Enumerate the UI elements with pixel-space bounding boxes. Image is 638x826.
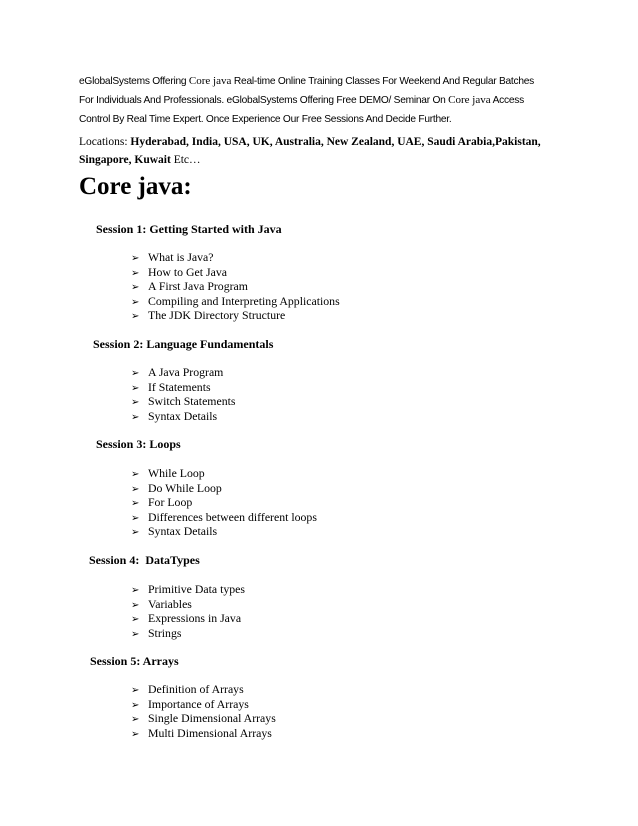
arrow-bullet-icon: ➢ — [131, 527, 140, 538]
list-item: ➢ Multi Dimensional Arrays — [131, 726, 276, 741]
locations-label: Locations: — [79, 136, 131, 148]
intro-line-1: eGlobalSystems Offering Core java Real-time Online Training Classes For Weekend And Regular Batches — [79, 75, 535, 87]
list-item: ➢ What is Java? — [131, 250, 340, 265]
list-item: ➢ Primitive Data types — [131, 582, 245, 597]
list-item: ➢ Do While Loop — [131, 481, 317, 496]
list-item: ➢ A First Java Program — [131, 279, 340, 294]
list-item: ➢ Syntax Details — [131, 524, 317, 539]
session-2-title: Session 2: Language Fundamentals — [93, 337, 274, 351]
arrow-bullet-icon: ➢ — [131, 397, 140, 408]
list-item: ➢ Switch Statements — [131, 394, 236, 409]
arrow-bullet-icon: ➢ — [131, 469, 140, 480]
arrow-bullet-icon: ➢ — [131, 512, 140, 524]
arrow-bullet-icon: ➢ — [131, 253, 140, 264]
arrow-bullet-icon: ➢ — [131, 483, 140, 495]
intro-line-2: For Individuals And Professionals. eGlobalSystems Offering Free DEMO/ Seminar On Core java Access — [79, 94, 524, 106]
arrow-bullet-icon: ➢ — [131, 714, 140, 725]
arrow-bullet-icon: ➢ — [131, 267, 140, 279]
arrow-bullet-icon: ➢ — [131, 311, 140, 322]
arrow-bullet-icon: ➢ — [131, 628, 140, 640]
list-item: ➢ Differences between different loops — [131, 510, 317, 525]
arrow-bullet-icon: ➢ — [131, 585, 140, 596]
list-item: ➢ How to Get Java — [131, 265, 340, 280]
session-3-title: Session 3: Loops — [96, 437, 181, 451]
arrow-bullet-icon: ➢ — [131, 296, 140, 308]
list-item: ➢ A Java Program — [131, 365, 236, 380]
session-1-title: Session 1: Getting Started with Java — [96, 222, 282, 236]
list-item: ➢ Single Dimensional Arrays — [131, 711, 276, 726]
arrow-bullet-icon: ➢ — [131, 282, 140, 293]
arrow-bullet-icon: ➢ — [131, 498, 140, 509]
list-item: ➢ Strings — [131, 626, 245, 641]
arrow-bullet-icon: ➢ — [131, 368, 140, 379]
list-item: ➢ Compiling and Interpreting Applications — [131, 294, 340, 309]
locations-places-line-1: Hyderabad, India, USA, UK, Australia, New Zealand, UAE, Saudi Arabia,Pakistan, — [130, 136, 541, 148]
intro-paragraph — [79, 72, 569, 129]
arrow-bullet-icon: ➢ — [131, 685, 140, 696]
session-5-title: Session 5: Arrays — [90, 654, 179, 668]
arrow-bullet-icon: ➢ — [131, 699, 140, 711]
list-item: ➢ If Statements — [131, 380, 236, 395]
arrow-bullet-icon: ➢ — [131, 728, 140, 740]
list-item: ➢ Variables — [131, 597, 245, 612]
list-item: ➢ Syntax Details — [131, 409, 236, 424]
arrow-bullet-icon: ➢ — [131, 614, 140, 625]
list-item: ➢ The JDK Directory Structure — [131, 308, 340, 323]
list-item: ➢ Expressions in Java — [131, 611, 245, 626]
list-item: ➢ Importance of Arrays — [131, 697, 276, 712]
locations-places-line-2: Singapore, Kuwait — [79, 154, 171, 166]
list-item: ➢ While Loop — [131, 466, 317, 481]
list-item: ➢ Definition of Arrays — [131, 682, 276, 697]
locations-paragraph — [79, 133, 579, 169]
page-title: Core java: — [79, 173, 192, 200]
arrow-bullet-icon: ➢ — [131, 599, 140, 611]
session-4-list — [131, 582, 245, 640]
arrow-bullet-icon: ➢ — [131, 411, 140, 423]
list-item: ➢ For Loop — [131, 495, 317, 510]
session-1-list — [131, 250, 340, 323]
session-5-list — [131, 682, 276, 740]
intro-line-3: Control By Real Time Expert. Once Experience Our Free Sessions And Decide Further. — [79, 114, 452, 125]
session-4-title: Session 4: DataTypes — [89, 553, 200, 567]
session-3-list — [131, 466, 317, 539]
session-2-list — [131, 365, 236, 423]
arrow-bullet-icon: ➢ — [131, 382, 140, 394]
locations-etc: Etc… — [170, 154, 201, 166]
